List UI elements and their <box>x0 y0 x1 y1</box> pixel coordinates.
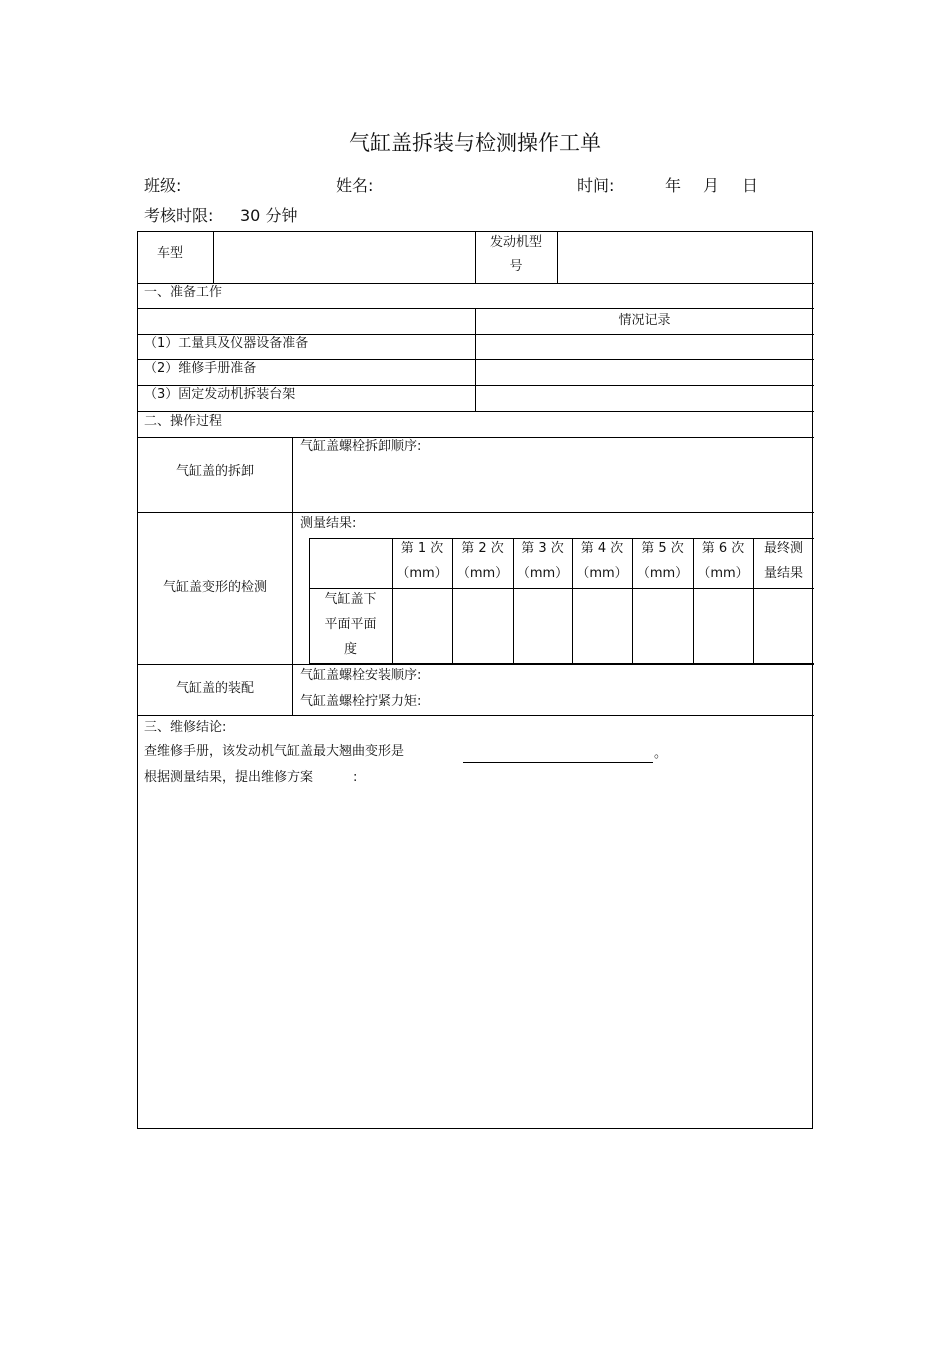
flatness-row-label-end: 度 <box>343 642 357 657</box>
measure-col-4: 第 4 次 <box>580 541 624 556</box>
final-result-header-cont: 量结果 <box>763 566 803 581</box>
time-label: 时间: <box>577 176 615 195</box>
warp-answer-line[interactable] <box>463 762 653 763</box>
prep-item: （1）工量具及仪器设备准备 <box>144 336 309 351</box>
flatness-row-label: 气缸盖下 <box>324 592 377 607</box>
work-order-form <box>137 231 813 1129</box>
conclusion-line-1: 查维修手册，该发动机气缸盖最大翘曲变形是 <box>144 744 405 759</box>
name-label: 姓名: <box>336 176 374 195</box>
measure-col-6-unit: （mm） <box>697 566 749 581</box>
removal-order-label: 气缸盖螺栓拆卸顺序: <box>300 439 422 454</box>
record-header: 情况记录 <box>618 313 671 328</box>
conclusion-line-2-colon: : <box>353 770 358 785</box>
conclusion-section-title: 三、维修结论: <box>144 720 227 735</box>
install-order-label: 气缸盖螺栓安装顺序: <box>300 668 422 683</box>
engine-model-label: 发动机型 <box>489 235 542 250</box>
measure-col-1-unit: （mm） <box>396 566 448 581</box>
measure-col-2-unit: （mm） <box>456 566 509 581</box>
detect-label: 气缸盖变形的检测 <box>162 580 267 595</box>
measure-col-4-unit: （mm） <box>576 566 628 581</box>
conclusion-line-2: 根据测量结果，提出维修方案 <box>144 770 314 785</box>
assembly-label: 气缸盖的装配 <box>175 681 254 696</box>
document-title: 气缸盖拆装与检测操作工单 <box>349 131 601 155</box>
vehicle-model-label: 车型 <box>157 246 184 261</box>
measure-col-2: 第 2 次 <box>461 541 504 556</box>
prep-section-title: 一、准备工作 <box>144 285 223 300</box>
time-limit-label: 考核时限: <box>144 206 214 225</box>
measure-col-3-unit: （mm） <box>516 566 569 581</box>
year-label: 年 <box>665 176 682 195</box>
measure-result-label: 测量结果: <box>300 516 357 531</box>
prep-item: （2）维修手册准备 <box>144 361 257 376</box>
conclusion-line-1-end: 。 <box>654 746 668 761</box>
removal-label: 气缸盖的拆卸 <box>175 464 254 479</box>
measure-col-3: 第 3 次 <box>521 541 564 556</box>
day-label: 日 <box>742 176 759 195</box>
engine-model-label-cont: 号 <box>509 259 523 274</box>
prep-item: （3）固定发动机拆装台架 <box>144 387 296 402</box>
measure-col-1: 第 1 次 <box>400 541 444 556</box>
torque-label: 气缸盖螺栓拧紧力矩: <box>300 694 422 709</box>
measure-col-5: 第 5 次 <box>641 541 684 556</box>
month-label: 月 <box>703 176 720 195</box>
class-label: 班级: <box>144 176 182 195</box>
flatness-row-label-cont: 平面平面 <box>324 617 377 632</box>
time-limit-value: 30 分钟 <box>240 206 298 225</box>
measure-col-5-unit: （mm） <box>636 566 689 581</box>
final-result-header: 最终测 <box>763 541 803 556</box>
measure-col-6: 第 6 次 <box>701 541 745 556</box>
process-section-title: 二、操作过程 <box>144 414 223 429</box>
